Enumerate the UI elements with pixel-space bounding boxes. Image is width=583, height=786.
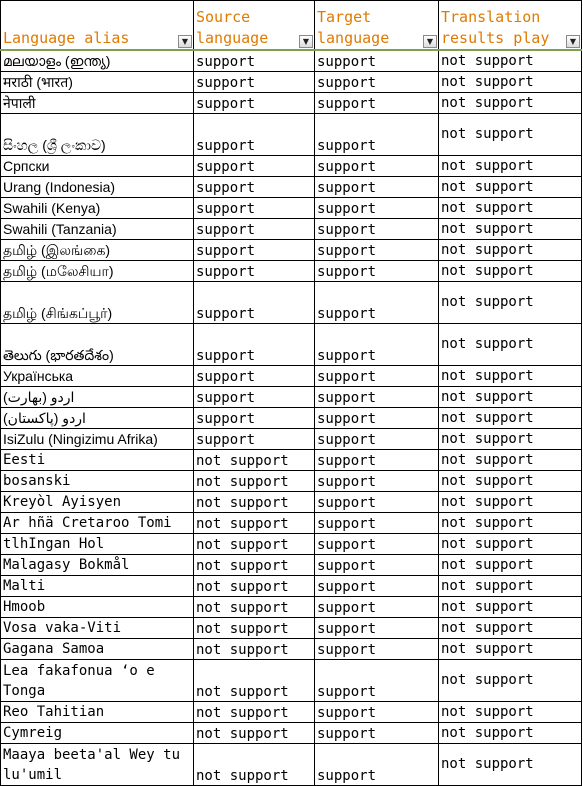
language-alias-cell[interactable]: Cymreig bbox=[1, 722, 194, 743]
target-language-cell[interactable]: support bbox=[315, 428, 439, 449]
table-row[interactable] bbox=[1, 323, 582, 365]
language-alias-cell[interactable]: اردو (پاکستان) bbox=[1, 407, 194, 428]
translation-play-cell[interactable]: not support bbox=[439, 92, 582, 113]
source-language-cell[interactable]: support bbox=[194, 92, 315, 113]
source-language-cell[interactable]: not support bbox=[194, 596, 315, 617]
table-row[interactable] bbox=[1, 197, 582, 218]
source-language-cell[interactable]: not support bbox=[194, 449, 315, 470]
target-language-cell[interactable]: support bbox=[315, 113, 439, 155]
target-language-cell[interactable]: support bbox=[315, 512, 439, 533]
table-row[interactable] bbox=[1, 71, 582, 92]
language-alias-cell[interactable]: Lea fakafonua ʻo e Tonga bbox=[1, 659, 194, 701]
source-language-cell[interactable]: support bbox=[194, 197, 315, 218]
target-language-cell[interactable]: support bbox=[315, 659, 439, 701]
language-alias-cell[interactable]: Urang (Indonesia) bbox=[1, 176, 194, 197]
translation-play-cell[interactable]: not support bbox=[439, 701, 582, 722]
target-language-cell[interactable]: support bbox=[315, 701, 439, 722]
table-row[interactable] bbox=[1, 722, 582, 743]
translation-play-cell[interactable]: not support bbox=[439, 239, 582, 260]
table-row[interactable] bbox=[1, 743, 582, 785]
source-language-cell[interactable]: support bbox=[194, 260, 315, 281]
language-alias-cell[interactable]: tlhIngan Hol bbox=[1, 533, 194, 554]
source-language-cell[interactable]: not support bbox=[194, 722, 315, 743]
target-language-cell[interactable]: support bbox=[315, 71, 439, 92]
target-language-cell[interactable]: support bbox=[315, 323, 439, 365]
translation-play-cell[interactable]: not support bbox=[439, 260, 582, 281]
language-alias-cell[interactable]: اردو (بھارت) bbox=[1, 386, 194, 407]
language-alias-cell[interactable]: தமிழ் (இலங்கை) bbox=[1, 239, 194, 260]
source-language-cell[interactable]: not support bbox=[194, 470, 315, 491]
language-alias-cell[interactable]: தமிழ் (சிங்கப்பூர்) bbox=[1, 281, 194, 323]
filter-dropdown-icon[interactable]: ▼ bbox=[178, 35, 192, 48]
translation-play-cell[interactable]: not support bbox=[439, 617, 582, 638]
translation-play-cell[interactable]: not support bbox=[439, 386, 582, 407]
translation-play-cell[interactable]: not support bbox=[439, 722, 582, 743]
translation-play-cell[interactable]: not support bbox=[439, 533, 582, 554]
table-row[interactable] bbox=[1, 491, 582, 512]
table-row[interactable] bbox=[1, 155, 582, 176]
translation-play-cell[interactable]: not support bbox=[439, 323, 582, 365]
translation-play-cell[interactable]: not support bbox=[439, 449, 582, 470]
translation-play-cell[interactable]: not support bbox=[439, 596, 582, 617]
language-alias-cell[interactable]: മലയാളം (ഇന്ത്യ) bbox=[1, 50, 194, 72]
translation-play-cell[interactable]: not support bbox=[439, 218, 582, 239]
language-alias-cell[interactable]: Swahili (Tanzania) bbox=[1, 218, 194, 239]
target-language-cell[interactable]: support bbox=[315, 596, 439, 617]
translation-play-cell[interactable]: not support bbox=[439, 407, 582, 428]
table-row[interactable] bbox=[1, 50, 582, 72]
header-language-alias bbox=[1, 1, 194, 50]
source-language-cell[interactable]: not support bbox=[194, 533, 315, 554]
table-row[interactable] bbox=[1, 554, 582, 575]
source-language-cell[interactable]: not support bbox=[194, 701, 315, 722]
language-alias-cell[interactable]: తెలుగు (భారతదేశం) bbox=[1, 323, 194, 365]
header-translation-play bbox=[439, 1, 582, 50]
table-row[interactable] bbox=[1, 407, 582, 428]
source-language-cell[interactable]: not support bbox=[194, 638, 315, 659]
translation-play-cell[interactable]: not support bbox=[439, 365, 582, 386]
table-row[interactable] bbox=[1, 701, 582, 722]
target-language-cell[interactable]: support bbox=[315, 176, 439, 197]
source-language-cell[interactable]: support bbox=[194, 239, 315, 260]
language-alias-cell[interactable]: தமிழ் (மலேசியா) bbox=[1, 260, 194, 281]
translation-play-cell[interactable]: not support bbox=[439, 281, 582, 323]
header-translation-play-label: Translation results play bbox=[441, 7, 550, 47]
source-language-cell[interactable]: support bbox=[194, 365, 315, 386]
header-target-language-label: Target language bbox=[317, 7, 390, 47]
translation-play-cell[interactable]: not support bbox=[439, 743, 582, 785]
language-alias-cell[interactable]: Maaya beeta'al Wey tu lu'umil bbox=[1, 743, 194, 785]
table-row[interactable] bbox=[1, 176, 582, 197]
language-alias-cell[interactable]: Српски bbox=[1, 155, 194, 176]
target-language-cell[interactable]: support bbox=[315, 533, 439, 554]
target-language-cell[interactable]: support bbox=[315, 554, 439, 575]
target-language-cell[interactable]: support bbox=[315, 470, 439, 491]
translation-play-cell[interactable]: not support bbox=[439, 71, 582, 92]
table-row[interactable] bbox=[1, 596, 582, 617]
language-alias-cell[interactable]: Malagasy Bokmål bbox=[1, 554, 194, 575]
table-row[interactable] bbox=[1, 92, 582, 113]
header-row bbox=[1, 1, 582, 50]
source-language-cell[interactable]: support bbox=[194, 428, 315, 449]
table-row[interactable] bbox=[1, 638, 582, 659]
source-language-cell[interactable]: support bbox=[194, 113, 315, 155]
header-target-language bbox=[315, 1, 439, 50]
table-row[interactable] bbox=[1, 533, 582, 554]
translation-play-cell[interactable]: not support bbox=[439, 470, 582, 491]
source-language-cell[interactable]: support bbox=[194, 71, 315, 92]
translation-play-cell[interactable]: not support bbox=[439, 512, 582, 533]
target-language-cell[interactable]: support bbox=[315, 722, 439, 743]
target-language-cell[interactable]: support bbox=[315, 617, 439, 638]
target-language-cell[interactable]: support bbox=[315, 491, 439, 512]
translation-play-cell[interactable]: not support bbox=[439, 428, 582, 449]
target-language-cell[interactable]: support bbox=[315, 449, 439, 470]
translation-play-cell[interactable]: not support bbox=[439, 491, 582, 512]
language-alias-cell[interactable]: Eesti bbox=[1, 449, 194, 470]
target-language-cell[interactable]: support bbox=[315, 239, 439, 260]
filter-dropdown-icon[interactable]: ▼ bbox=[423, 35, 437, 48]
translation-play-cell[interactable]: not support bbox=[439, 554, 582, 575]
table-row[interactable] bbox=[1, 386, 582, 407]
translation-play-cell[interactable]: not support bbox=[439, 176, 582, 197]
target-language-cell[interactable]: support bbox=[315, 260, 439, 281]
header-language-alias-label: Language alias bbox=[3, 28, 130, 47]
source-language-cell[interactable]: not support bbox=[194, 659, 315, 701]
translation-play-cell[interactable]: not support bbox=[439, 113, 582, 155]
target-language-cell[interactable]: support bbox=[315, 365, 439, 386]
language-alias-cell[interactable]: Українська bbox=[1, 365, 194, 386]
language-alias-cell[interactable]: Kreyòl Ayisyen bbox=[1, 491, 194, 512]
language-alias-cell[interactable]: Hmoob bbox=[1, 596, 194, 617]
source-language-cell[interactable]: support bbox=[194, 50, 315, 72]
table-row[interactable] bbox=[1, 281, 582, 323]
target-language-cell[interactable]: support bbox=[315, 743, 439, 785]
table-row[interactable] bbox=[1, 218, 582, 239]
target-language-cell[interactable]: support bbox=[315, 407, 439, 428]
source-language-cell[interactable]: not support bbox=[194, 575, 315, 596]
language-alias-cell[interactable]: Ar hñä Cretaroo Tomi bbox=[1, 512, 194, 533]
table-row[interactable] bbox=[1, 428, 582, 449]
language-alias-cell[interactable]: Swahili (Kenya) bbox=[1, 197, 194, 218]
source-language-cell[interactable]: not support bbox=[194, 554, 315, 575]
table-row[interactable] bbox=[1, 239, 582, 260]
language-alias-cell[interactable]: Vosa vaka-Viti bbox=[1, 617, 194, 638]
source-language-cell[interactable]: support bbox=[194, 155, 315, 176]
language-alias-cell[interactable]: मराठी (भारत) bbox=[1, 71, 194, 92]
source-language-cell[interactable]: not support bbox=[194, 617, 315, 638]
header-source-language-label: Source language bbox=[196, 7, 269, 47]
source-language-cell[interactable]: support bbox=[194, 386, 315, 407]
source-language-cell[interactable]: not support bbox=[194, 491, 315, 512]
source-language-cell[interactable]: support bbox=[194, 323, 315, 365]
language-alias-cell[interactable]: Gagana Samoa bbox=[1, 638, 194, 659]
target-language-cell[interactable]: support bbox=[315, 155, 439, 176]
target-language-cell[interactable]: support bbox=[315, 197, 439, 218]
target-language-cell[interactable]: support bbox=[315, 50, 439, 72]
source-language-cell[interactable]: support bbox=[194, 407, 315, 428]
table-row[interactable] bbox=[1, 365, 582, 386]
table-row[interactable] bbox=[1, 113, 582, 155]
translation-play-cell[interactable]: not support bbox=[439, 659, 582, 701]
language-alias-cell[interactable]: Malti bbox=[1, 575, 194, 596]
source-language-cell[interactable]: support bbox=[194, 176, 315, 197]
header-source-language bbox=[194, 1, 315, 50]
target-language-cell[interactable]: support bbox=[315, 281, 439, 323]
filter-dropdown-icon[interactable]: ▼ bbox=[299, 35, 313, 48]
target-language-cell[interactable]: support bbox=[315, 575, 439, 596]
language-alias-cell[interactable]: Reo Tahitian bbox=[1, 701, 194, 722]
target-language-cell[interactable]: support bbox=[315, 218, 439, 239]
source-language-cell[interactable]: support bbox=[194, 281, 315, 323]
table-row[interactable] bbox=[1, 260, 582, 281]
target-language-cell[interactable]: support bbox=[315, 386, 439, 407]
table-row[interactable] bbox=[1, 659, 582, 701]
source-language-cell[interactable]: not support bbox=[194, 743, 315, 785]
source-language-cell[interactable]: not support bbox=[194, 512, 315, 533]
translation-play-cell[interactable]: not support bbox=[439, 155, 582, 176]
language-alias-cell[interactable]: සිංහල (ශ්‍රී ලංකාව) bbox=[1, 113, 194, 155]
translation-play-cell[interactable]: not support bbox=[439, 50, 582, 72]
language-alias-cell[interactable]: bosanski bbox=[1, 470, 194, 491]
table-row[interactable] bbox=[1, 449, 582, 470]
table-row[interactable] bbox=[1, 575, 582, 596]
translation-play-cell[interactable]: not support bbox=[439, 575, 582, 596]
language-alias-cell[interactable]: नेपाली bbox=[1, 92, 194, 113]
translation-play-cell[interactable]: not support bbox=[439, 638, 582, 659]
table-row[interactable] bbox=[1, 470, 582, 491]
language-alias-cell[interactable]: IsiZulu (Ningizimu Afrika) bbox=[1, 428, 194, 449]
target-language-cell[interactable]: support bbox=[315, 638, 439, 659]
target-language-cell[interactable]: support bbox=[315, 92, 439, 113]
translation-play-cell[interactable]: not support bbox=[439, 197, 582, 218]
source-language-cell[interactable]: support bbox=[194, 218, 315, 239]
table-row[interactable] bbox=[1, 617, 582, 638]
table-row[interactable] bbox=[1, 512, 582, 533]
filter-dropdown-icon[interactable]: ▼ bbox=[566, 35, 580, 48]
